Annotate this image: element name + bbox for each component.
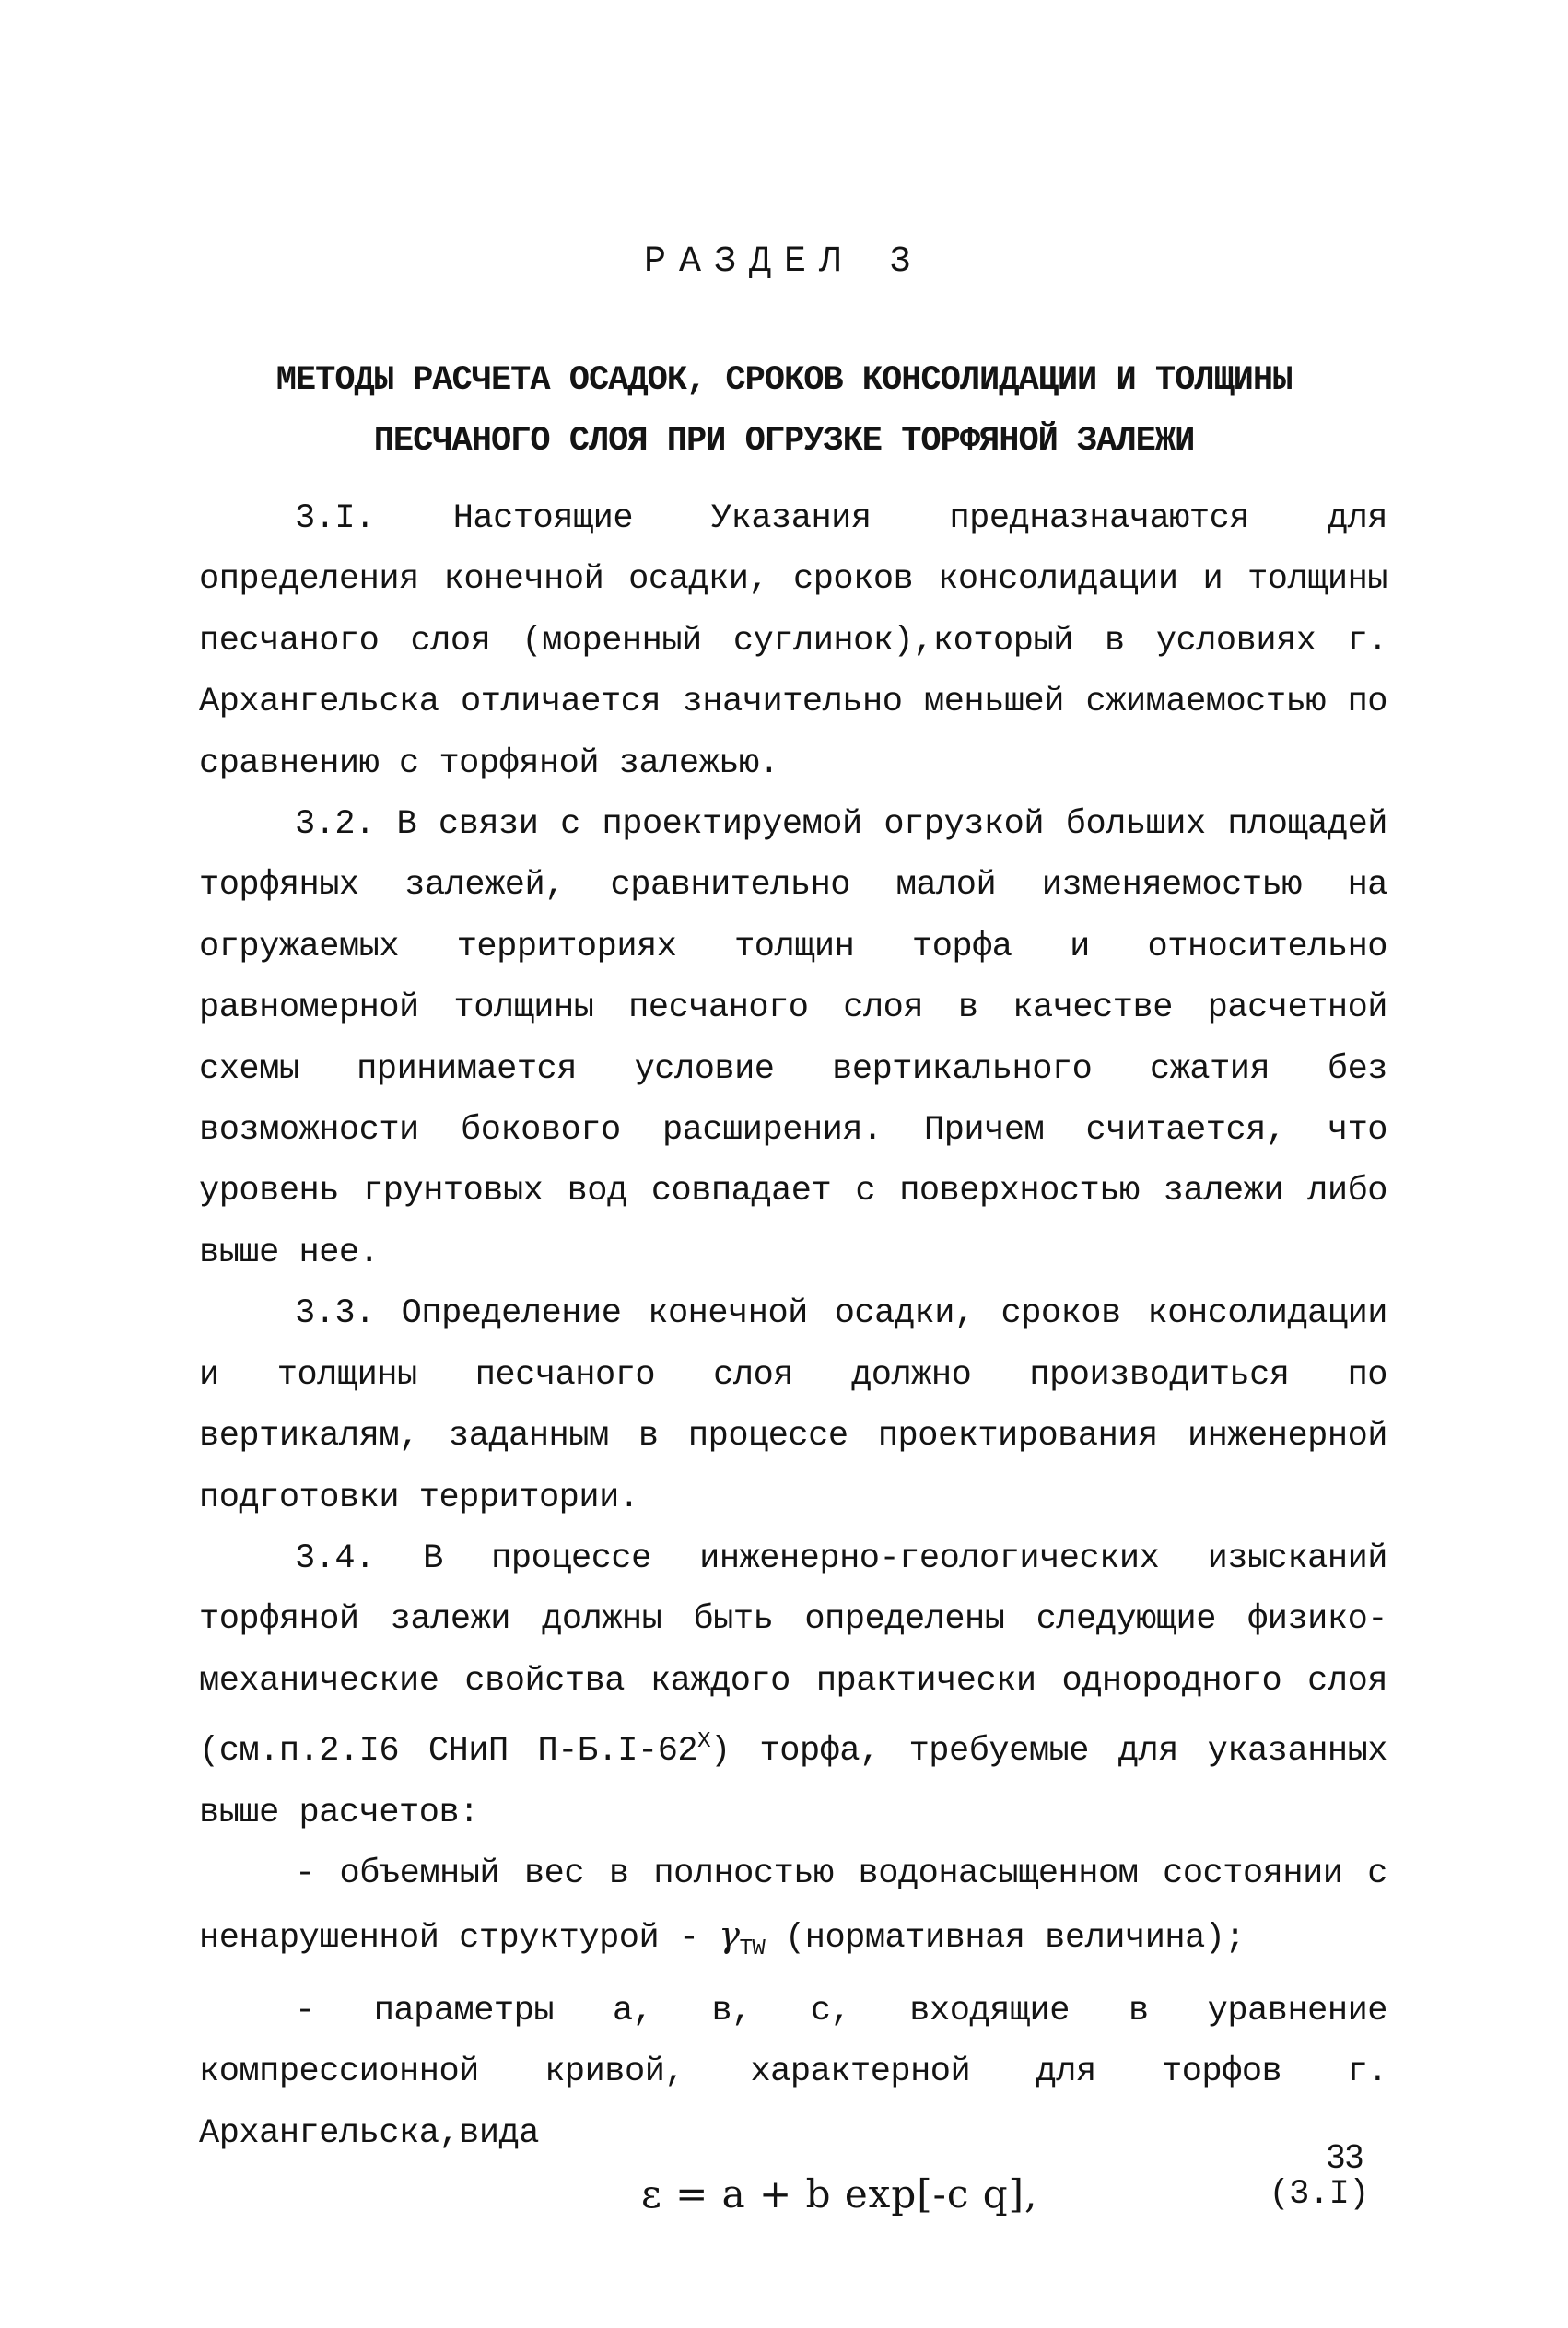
- paragraph-3-4-text: 3.4. В процессе инженерно-геологических изысканий торфяной залежи должны быть определены следующие физико-механические свойства каждого практически однородного слоя (см.п.2.I6 СНиП П-Б.I-62: [199, 1538, 1387, 1772]
- paragraph-3-1: 3.I. Настоящие Указания предназначаются для определения конечной осадки, сроков консолидации и толщины песчаного слоя (моренный суглинок),который в условиях г. Архангельска отличается значительно меньшей сжимаемостью по сравнению с торфяной залежью.: [199, 499, 1387, 783]
- list-item-1: [199, 1843, 1387, 1981]
- body-text: [199, 488, 1387, 2225]
- formula-number: (3.I): [1269, 2174, 1369, 2214]
- gamma-subscript: TW: [739, 1936, 766, 1962]
- list-item-2: - параметры а, в, с, входящие в уравнение компрессионной кривой, характерной для торфов г. Архангельска,вида: [199, 1991, 1387, 2153]
- paragraph-3-3: 3.3. Определение конечной осадки, сроков консолидации и толщины песчаного слоя должно производиться по вертикалям, заданным в процессе проектирования инженерной подготовки территории.: [199, 1294, 1387, 1517]
- page-number: 33: [1327, 2137, 1364, 2175]
- heading-line-2: ПЕСЧАНОГО СЛОЯ ПРИ ОГРУЗКЕ ТОРФЯНОЙ ЗАЛЕЖИ: [373, 422, 1195, 461]
- paragraph-3-4-text-end: ) торфа, требуемые для указанных выше расчетов:: [199, 1732, 1388, 1832]
- section-title: РАЗДЕЛ 3: [643, 241, 925, 283]
- heading-line-1: МЕТОДЫ РАСЧЕТА ОСАДОК, СРОКОВ КОНСОЛИДАЦИИ И ТОЛЩИНЫ: [275, 361, 1293, 400]
- paragraph-3-4-superscript: Х: [697, 1729, 711, 1755]
- formula-row: [199, 2164, 1387, 2225]
- paragraph-3-4: [199, 1528, 1387, 1843]
- list-item-1-text: - объемный вес в полностью водонасыщенном состоянии с ненарушенной структурой -: [199, 1854, 1387, 1959]
- list-item-1-text-end: (нормативная величина);: [765, 1919, 1246, 1959]
- paragraph-3-2: 3.2. В связи с проектируемой огрузкой больших площадей торфяных залежей, сравнительно малой изменяемостью на огружаемых территориях толщин торфа и относительно равномерной толщины песчаного слоя в качестве расчетной схемы принимается условие вертикального сжатия без возможности бокового расширения. Причем считается, что уровень грунтовых вод совпадает с поверхностью залежи либо выше нее.: [199, 805, 1387, 1272]
- section-heading: [184, 350, 1384, 472]
- gamma-symbol: γ: [719, 1914, 740, 1956]
- formula-expression: ε = a + b exp[-c q],: [641, 2170, 1038, 2217]
